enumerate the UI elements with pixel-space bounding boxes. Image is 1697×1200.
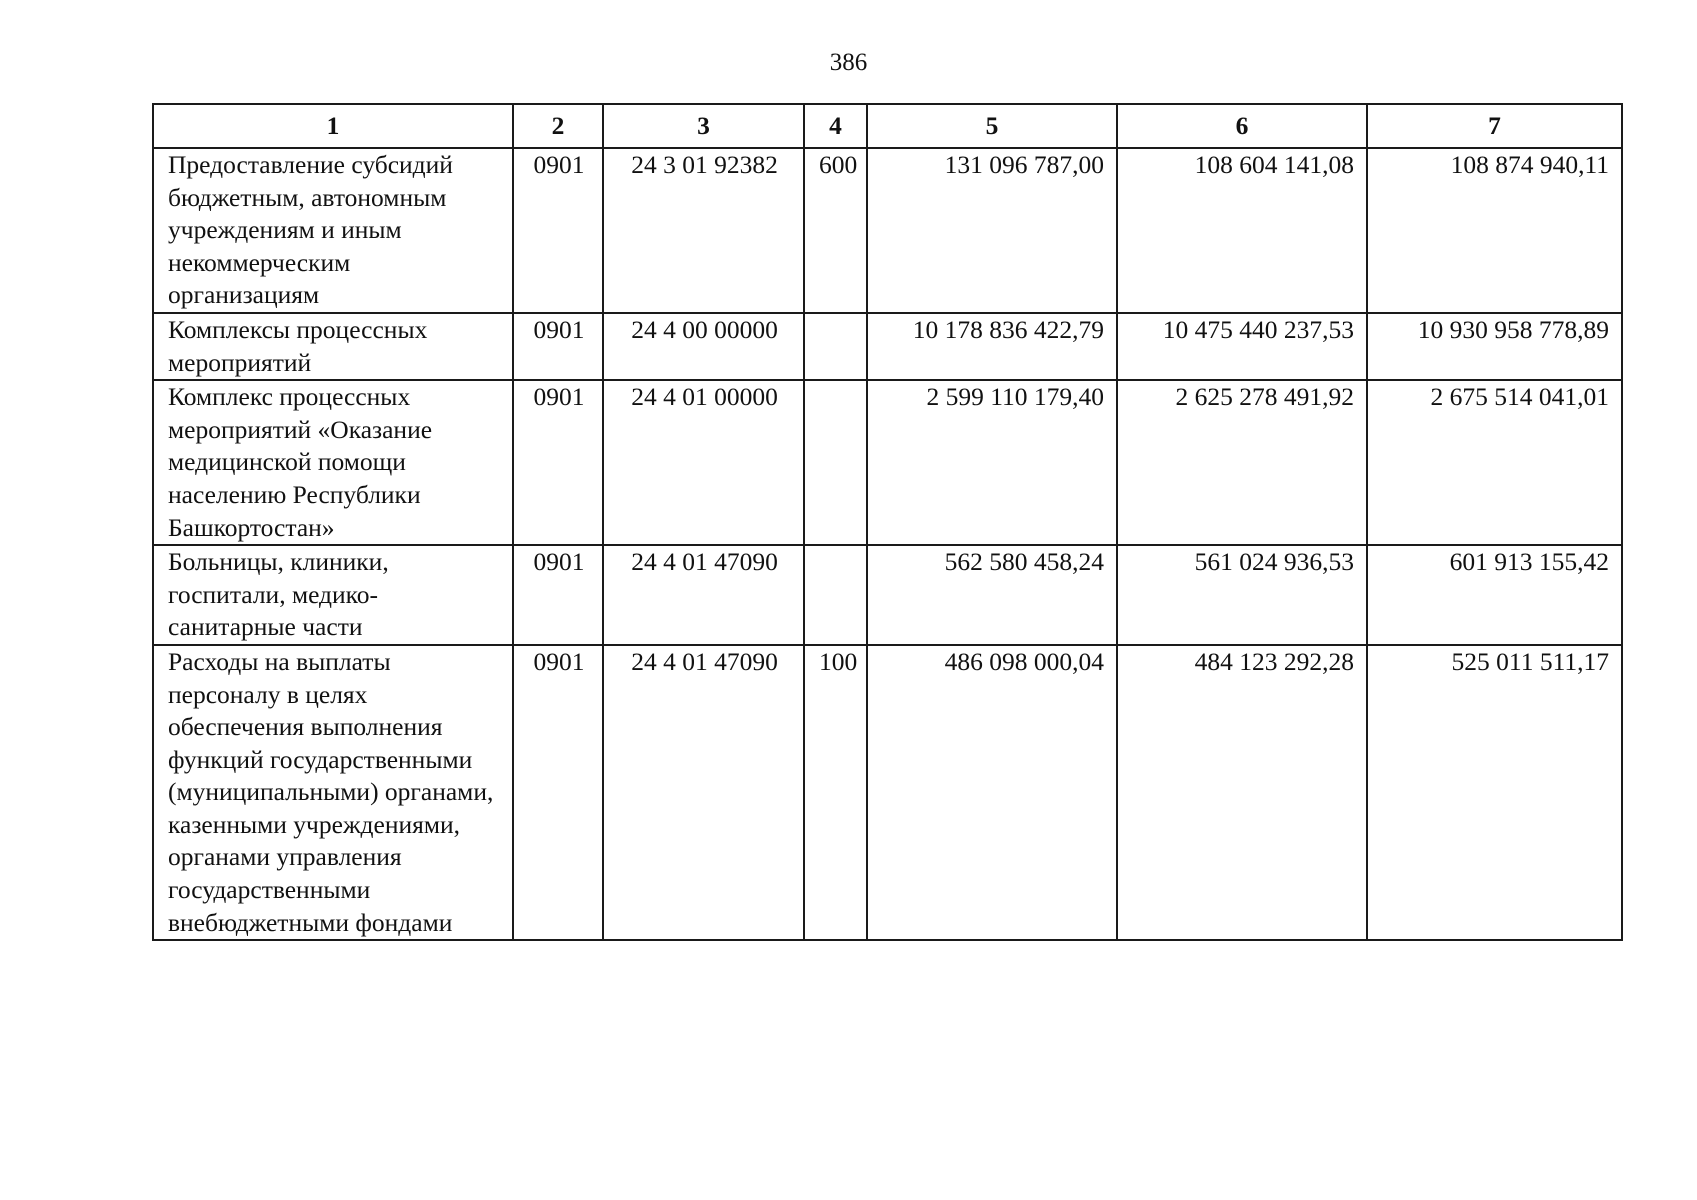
row-name: Комплекс процессных мероприятий «Оказание медицинской помощи населению Республики Башкортостан»	[153, 380, 513, 545]
row-name: Больницы, клиники, госпитали, медико-санитарные части	[153, 545, 513, 645]
row-expense-type: 600	[804, 148, 867, 313]
row-value-6: 108 604 141,08	[1117, 148, 1367, 313]
row-value-5: 131 096 787,00	[867, 148, 1117, 313]
row-value-5: 2 599 110 179,40	[867, 380, 1117, 545]
budget-table	[152, 103, 1623, 941]
row-target-code: 24 4 01 47090	[603, 545, 804, 645]
row-section-code: 0901	[513, 645, 603, 940]
row-name: Расходы на выплаты персоналу в целях обеспечения выполнения функций государственными (муниципальными) органами, казенными учреждениями, органами управления государственными внебюджетными фондами	[153, 645, 513, 940]
row-target-code: 24 4 00 00000	[603, 313, 804, 380]
table-header-row	[153, 104, 1622, 148]
row-expense-type	[804, 380, 867, 545]
column-header-1: 1	[153, 104, 513, 148]
row-expense-type	[804, 313, 867, 380]
table-row	[153, 380, 1622, 545]
row-section-code: 0901	[513, 148, 603, 313]
table-row	[153, 645, 1622, 940]
row-target-code: 24 4 01 47090	[603, 645, 804, 940]
table-row	[153, 313, 1622, 380]
row-value-5: 10 178 836 422,79	[867, 313, 1117, 380]
column-header-6: 6	[1117, 104, 1367, 148]
column-header-4: 4	[804, 104, 867, 148]
row-value-6: 2 625 278 491,92	[1117, 380, 1367, 545]
row-target-code: 24 3 01 92382	[603, 148, 804, 313]
row-value-7: 10 930 958 778,89	[1367, 313, 1622, 380]
row-name: Предоставление субсидий бюджетным, автономным учреждениям и иным некоммерческим организациям	[153, 148, 513, 313]
table-row	[153, 545, 1622, 645]
row-target-code: 24 4 01 00000	[603, 380, 804, 545]
column-header-5: 5	[867, 104, 1117, 148]
page-number: 386	[829, 49, 868, 76]
column-header-3: 3	[603, 104, 804, 148]
table-row	[153, 148, 1622, 313]
row-value-6: 484 123 292,28	[1117, 645, 1367, 940]
row-value-5: 562 580 458,24	[867, 545, 1117, 645]
row-value-7: 525 011 511,17	[1367, 645, 1622, 940]
row-value-7: 108 874 940,11	[1367, 148, 1622, 313]
row-section-code: 0901	[513, 380, 603, 545]
column-header-7: 7	[1367, 104, 1622, 148]
row-value-5: 486 098 000,04	[867, 645, 1117, 940]
row-value-7: 601 913 155,42	[1367, 545, 1622, 645]
row-section-code: 0901	[513, 545, 603, 645]
row-expense-type: 100	[804, 645, 867, 940]
row-expense-type	[804, 545, 867, 645]
row-value-6: 561 024 936,53	[1117, 545, 1367, 645]
row-value-7: 2 675 514 041,01	[1367, 380, 1622, 545]
row-name: Комплексы процессных мероприятий	[153, 313, 513, 380]
row-value-6: 10 475 440 237,53	[1117, 313, 1367, 380]
row-section-code: 0901	[513, 313, 603, 380]
column-header-2: 2	[513, 104, 603, 148]
